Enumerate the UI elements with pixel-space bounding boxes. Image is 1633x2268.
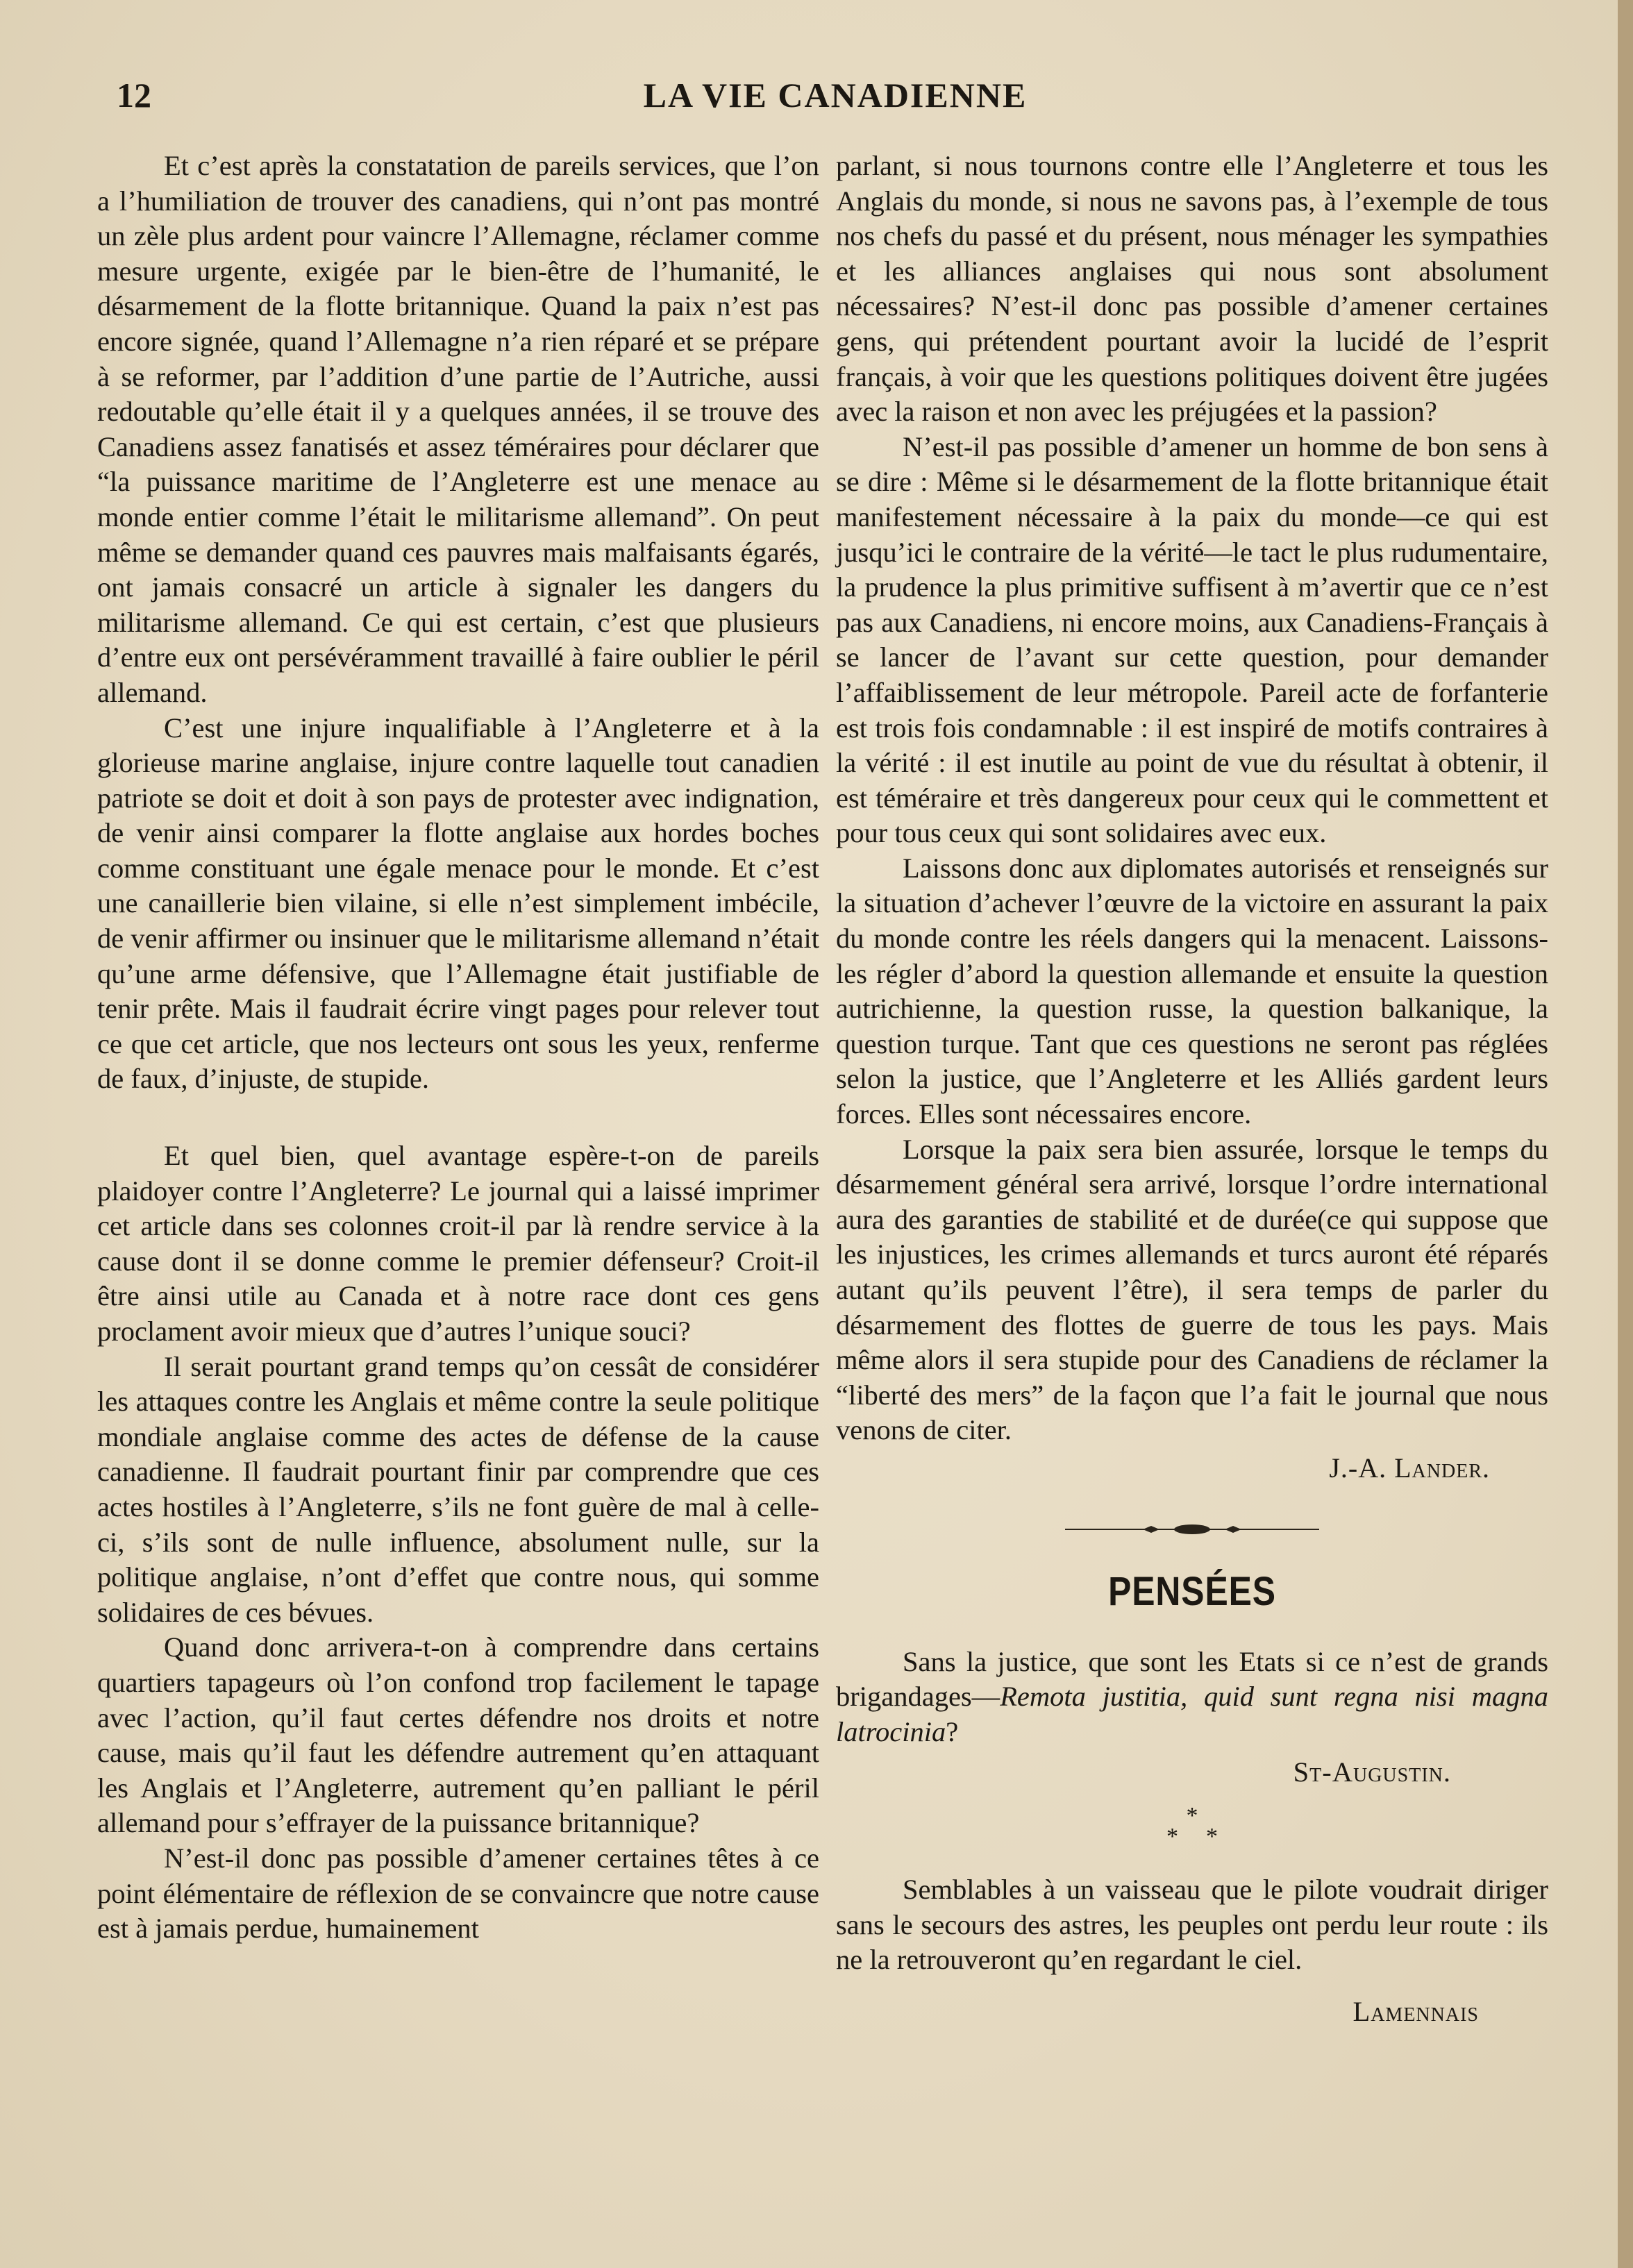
latin-quote: Remota justitia, quid sunt regna nisi magna latrocinia [836, 1681, 1548, 1747]
quote-end: ? [946, 1715, 959, 1747]
left-column [97, 149, 819, 1947]
page-edge [1618, 0, 1633, 2268]
attribution-augustin: St-Augustin. [1293, 1756, 1451, 1788]
paragraph: Et quel bien, quel avantage espère-t-on de pareils plaidoyer contre l’Angleterre? Le journal qui a laissé imprimer cet article dans ses colonnes croit-il par là rendre service à la cause dont il se donne comme le premier défenseur? Croit-il être ainsi utile au Canada et à notre race dont ces gens proclament avoir mieux que d’autres l’unique souci? [97, 1140, 819, 1347]
paragraph: C’est une injure inqualifiable à l’Angleterre et à la glorieuse marine anglaise, injure contre laquelle tout canadien patriote se doit et doit à son pays de protester avec indignation, de venir ainsi comparer la flotte anglaise aux hordes boches comme constituant une égale menace pour le monde. Et c’est une canaillerie bien vilaine, si elle n’est simplement imbécile, de venir affirmer ou insinuer que le militarisme allemand n’était qu’une arme défensive, que l’Allemagne était justifiable de tenir prête. Mais il faudrait écrire vingt pages pour relever tout ce que cet article, que nos lecteurs ont sous les yeux, renferme de faux, d’injuste, de stupide. [97, 712, 819, 1095]
paragraph: Et c’est après la constatation de pareils services, que l’on a l’humiliation de trouver des canadiens, qui n’ont pas montré un zèle plus ardent pour vaincre l’Allemagne, réclamer comme mesure urgente, exigée par le bien-être de l’humanité, le désarmement de la flotte britannique. Quand la paix n’est pas encore signée, quand l’Allemagne n’a rien réparé et se prépare à se reformer, par l’addition d’une partie de l’Autriche, aussi redoutable qu’elle était il y a quelques années, il se trouve des Canadiens assez fanatisés et assez téméraires pour déclarer que “la puissance maritime de l’Angleterre est une menace au monde entier comme l’était le militarisme allemand”. On peut même se demander quand ces pauvres mais malfaisants égarés, ont jamais consacré un article à signaler les dangers du militarisme allemand. Ce qui est certain, c’est que plusieurs d’entre eux ont persévéramment travaillé à faire oublier le péril allemand. [97, 150, 819, 708]
article-signature: J.-A. Lander. [1329, 1452, 1490, 1484]
attribution-lamennais: Lamennais [1353, 1995, 1479, 2027]
paragraph: N’est-il pas possible d’amener un homme de bon sens à se dire : Même si le désarmement de la flotte britannique était manifestement nécessaire à la paix du monde—ce qui est jusqu’ici le contraire de la vérité—le tact le plus rudumentaire, la prudence la plus primitive suffisent à m’avertir que ce n’est pas aux Canadiens, ni encore moins, aux Canadiens-Français à se lancer de l’avant sur cette question, pour demander l’affaiblissement de leur métropole. Pareil acte de forfanterie est trois fois condamnable : il est inspiré de motifs contraires à la vérité : il est inutile au point de vue du résultat à obtenir, il est téméraire et très dangereux pour ceux qui le commettent et pour tous ceux qui sont solidaires avec eux. [836, 430, 1548, 849]
paragraph-gap [97, 1097, 819, 1139]
page-number: 12 [117, 76, 151, 115]
paragraph: Lorsque la paix sera bien assurée, lorsque le temps du désarmement général sera arrivé, lorsque l’ordre international aura des garanties de stabilité et de durée(ce qui suppose que les injustices, les crimes allemands et turcs auront été réparés autant qu’ils peuvent l’être), il sera temps de parler du désarmement des flottes de guerre de tous les pays. Mais même alors il sera stupide pour des Canadiens de réclamer la “liberté des mers” de la façon que l’a fait le journal que nous venons de citer. [836, 1133, 1548, 1446]
asterism-bottom: ** [1166, 1823, 1246, 1849]
quote-text: Sans la justice, que sont les Etats si ce n’est de grands brigandages— [836, 1645, 1548, 1713]
paragraph: parlant, si nous tournons contre elle l’Angleterre et tous les Anglais du monde, si nous ne savons pas, à l’exemple de tous nos chefs du passé et du présent, nous ménager les sympathies et les alliances anglaises qui nous sont absolument nécessaires? N’est-il donc pas possible d’amener certaines gens, qui prétendent pourtant avoir la lucidé de l’esprit français, à voir que les questions politiques doivent être jugées avec la raison et non avec les préjugées et la passion? [836, 150, 1548, 428]
quote-lamennais: Semblables à un vaisseau que le pilote voudrait diriger sans le secours des astres, les peuples ont perdu leur route : ils ne la retrouveront qu’en regardant le ciel. [836, 1873, 1548, 1976]
asterism-divider [836, 1802, 1548, 1849]
journal-title: LA VIE CANADIENNE [643, 76, 1028, 115]
paragraph: Quand donc arrivera-t-on à comprendre dans certains quartiers tapageurs où l’on confond trop facilement le tapage avec l’action, qu’il faut certes défendre nos droits et notre cause, mais qu’il faut les défendre autrement qu’en attaquant les Anglais et l’Angleterre, autrement qu’en palliant le péril allemand pour s’effrayer de la puissance britannique? [97, 1631, 819, 1839]
pensees-title: PENSÉES [1108, 1568, 1276, 1614]
asterism-top: * [1186, 1802, 1198, 1829]
quote-saint-augustin [836, 1645, 1548, 1750]
paragraph: Laissons donc aux diplomates autorisés et renseignés sur la situation d’achever l’œuvre de la victoire en assurant la paix du monde contre les réels dangers qui la menacent. Laissons-les régler d’abord la question allemande et ensuite la question autrichienne, la question russe, la question balkanique, la question turque. Tant que ces questions ne seront pas réglées selon la justice, que l’Angleterre et les Alliés gardent leurs forces. Elles sont nécessaires encore. [836, 852, 1548, 1130]
ornament-divider [1065, 1522, 1319, 1536]
paragraph: N’est-il donc pas possible d’amener certaines têtes à ce point élémentaire de réflexion de se convaincre que notre cause est à jamais perdue, humainement [97, 1842, 819, 1944]
right-column [836, 149, 1548, 2029]
paragraph: Il serait pourtant grand temps qu’on cessât de considérer les attaques contre les Anglais et même contre la seule politique mondiale anglaise comme des actes de défense de la cause canadienne. Il faudrait pourtant finir par comprendre que ces actes hostiles à l’Angleterre, s’ils ne font guère de mal à celle-ci, s’ils sont de nulle influence, absolument nulle, sur la politique anglaise, n’ont d’effet que contre nous, qui somme solidaires de ces bévues. [97, 1350, 819, 1628]
page-header [117, 75, 1554, 124]
